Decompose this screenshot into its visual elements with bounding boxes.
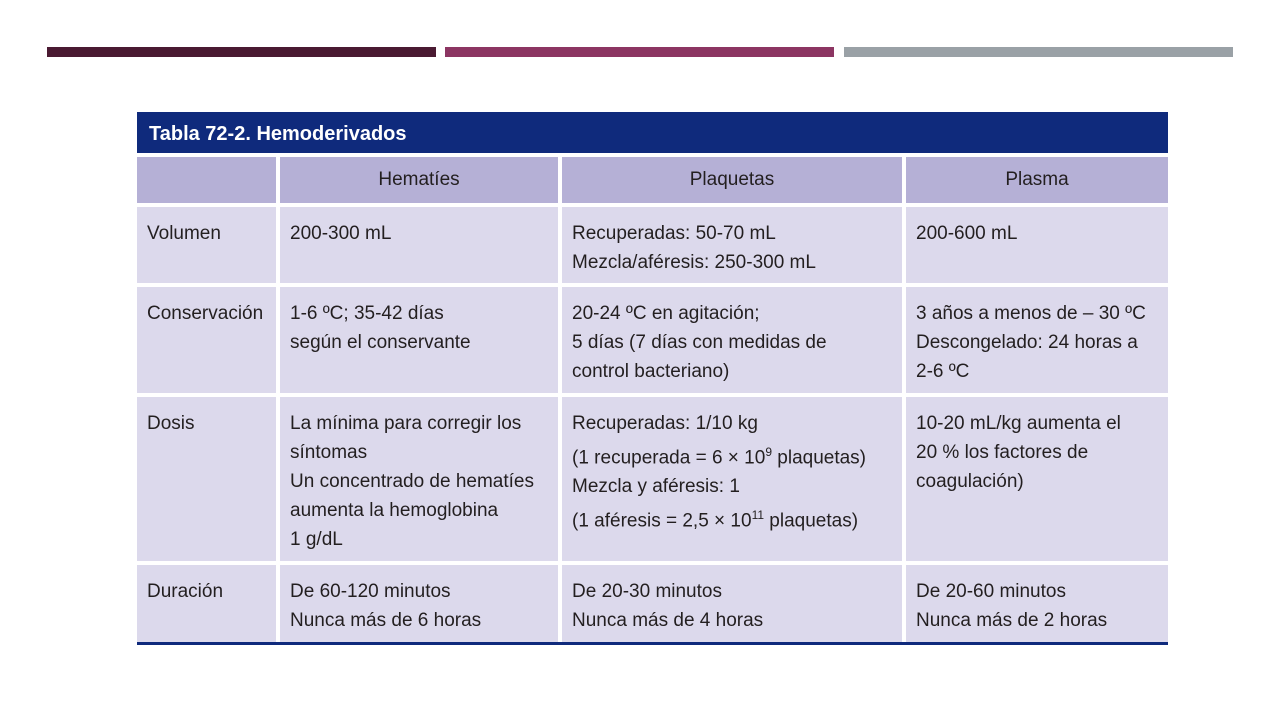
cell-line: 1 g/dL (290, 529, 343, 550)
cell-line: Nunca más de 2 horas (916, 610, 1108, 631)
cell-line: De 20-60 minutos (916, 581, 1066, 602)
cell-volumen-hematies (278, 205, 560, 285)
cell-line: De 60-120 minutos (290, 581, 451, 602)
header-hematies: Hematíes (278, 157, 560, 205)
cell-volumen-plasma (904, 205, 1168, 285)
table-row (137, 563, 1168, 642)
exponent: 11 (751, 508, 765, 523)
cell-dosis-hematies (278, 395, 560, 563)
cell-line: Recuperadas: 1/10 kg (572, 413, 758, 434)
cell-line: Descongelado: 24 horas a (916, 332, 1138, 353)
cell-line: 200-600 mL (916, 223, 1018, 244)
cell-line: 10-20 mL/kg aumenta el (916, 413, 1121, 434)
cell-line (572, 501, 892, 535)
cell-dosis-plasma (904, 395, 1168, 563)
cell-line: según el conservante (290, 332, 471, 353)
cell-line: 1-6 ºC; 35-42 días (290, 303, 444, 324)
cell-line: Mezcla y aféresis: 1 (572, 476, 740, 498)
cell-duracion-plaquetas (560, 563, 904, 642)
row-label-conservacion: Conservación (137, 285, 278, 395)
header-plaquetas: Plaquetas (560, 157, 904, 205)
cell-line: 3 años a menos de – 30 ºC (916, 303, 1146, 324)
cell-line: aumenta la hemoglobina (290, 500, 499, 521)
cell-line: La mínima para corregir los (290, 413, 522, 434)
table-title: Tabla 72-2. Hemoderivados (137, 112, 1168, 157)
cell-dosis-plaquetas (560, 395, 904, 563)
cell-line: Nunca más de 4 horas (572, 610, 764, 631)
header-plasma: Plasma (904, 157, 1168, 205)
cell-line: síntomas (290, 442, 368, 463)
row-label-duracion: Duración (137, 563, 278, 642)
exponent: 9 (765, 445, 772, 459)
table-row (137, 395, 1168, 563)
cell-text: (1 recuperada = 6 × 10 (572, 447, 766, 469)
cell-line: De 20-30 minutos (572, 581, 722, 602)
cell-conservacion-plasma (904, 285, 1168, 395)
cell-text: plaquetas) (772, 447, 867, 469)
cell-line: 20 % los factores de (916, 442, 1089, 463)
cell-line: 2-6 ºC (916, 361, 970, 382)
hemoderivados-table (137, 157, 1168, 642)
table-row (137, 285, 1168, 395)
cell-line: 5 días (7 días con medidas de (572, 332, 827, 353)
cell-volumen-plaquetas (560, 205, 904, 285)
header-empty (137, 157, 278, 205)
row-label-dosis: Dosis (137, 395, 278, 563)
table-row (137, 205, 1168, 285)
cell-line: Mezcla/aféresis: 250-300 mL (572, 252, 816, 273)
cell-line: coagulación) (916, 471, 1024, 492)
cell-duracion-plasma (904, 563, 1168, 642)
table-bottom-rule (137, 642, 1168, 645)
cell-text: plaquetas) (764, 510, 859, 532)
table-header-row (137, 157, 1168, 205)
cell-line: 20-24 ºC en agitación; (572, 303, 760, 324)
cell-line (572, 438, 892, 472)
cell-line: Un concentrado de hematíes (290, 471, 534, 492)
cell-line: Nunca más de 6 horas (290, 610, 482, 631)
cell-duracion-hematies (278, 563, 560, 642)
accent-bar-magenta (445, 47, 834, 57)
cell-conservacion-plaquetas (560, 285, 904, 395)
accent-bar-gray (844, 47, 1233, 57)
cell-text: (1 aféresis = 2,5 × 10 (572, 510, 752, 532)
cell-line: Recuperadas: 50-70 mL (572, 223, 776, 244)
cell-line: 200-300 mL (290, 223, 392, 244)
row-label-volumen: Volumen (137, 205, 278, 285)
accent-bar-dark (47, 47, 436, 57)
cell-line: control bacteriano) (572, 361, 730, 382)
hemoderivados-table-container (137, 112, 1168, 645)
cell-conservacion-hematies (278, 285, 560, 395)
